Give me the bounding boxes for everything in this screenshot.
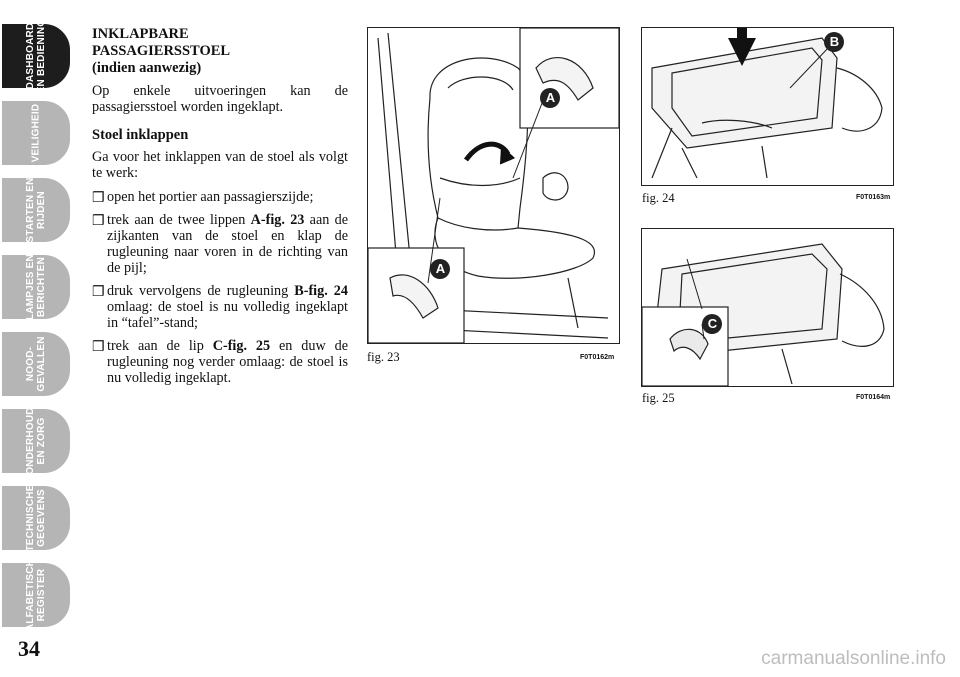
figure-25-caption: fig. 25 — [642, 391, 675, 405]
step-text: druk vervolgens de rugleuning — [107, 283, 295, 299]
footer-watermark: carmanualsonline.info — [761, 648, 946, 669]
tab-label-line1: VEILIGHEID — [30, 103, 42, 163]
figure-24-code: F0T0163m — [856, 194, 891, 201]
figure-reference: C-fig. 25 — [212, 338, 271, 354]
callout-a-top: A — [545, 90, 556, 105]
step-4 — [92, 338, 348, 386]
tab-technische-gegevens[interactable] — [0, 484, 72, 552]
tab-label-line2: EN ZORG — [36, 417, 47, 465]
tab-label-line1: ONDERHOUD — [25, 407, 36, 475]
figure-23-seat-illustration — [367, 27, 620, 344]
figure-24-caption: fig. 24 — [642, 191, 675, 205]
step-1 — [92, 189, 348, 205]
tab-dashboard-en-bediening[interactable] — [0, 18, 72, 94]
tab-label-line1: TECHNISCHE — [25, 484, 36, 552]
checkbox-bullet-icon: ❒ — [92, 339, 105, 355]
tab-onderhoud-en-zorg[interactable] — [0, 407, 72, 475]
step-2 — [92, 212, 348, 276]
figure-reference: B-fig. 24 — [294, 283, 348, 299]
seat-drawing — [642, 229, 893, 386]
intro-paragraph: Op enkele uitvoeringen kan de passagiersstoel worden ingeklapt. — [92, 83, 348, 115]
callout-b: B — [829, 34, 840, 49]
step-3 — [92, 283, 348, 331]
tab-label-line2: GEVALLEN — [36, 336, 47, 392]
tab-label-line2: GEGEVENS — [36, 489, 47, 547]
tab-starten-en-rijden[interactable] — [0, 176, 72, 244]
seat-drawing — [368, 28, 619, 343]
text-column — [92, 26, 348, 393]
heading-line-1: INKLAPBARE — [92, 26, 189, 42]
figure-23-caption: fig. 23 — [367, 350, 400, 364]
tab-alfabetisch-register[interactable] — [0, 558, 72, 632]
step-text: omlaag: de stoel is nu volledig ingeklapt in “tafel”-stand; — [107, 299, 348, 331]
tab-veiligheid[interactable] — [0, 99, 72, 167]
section-heading — [92, 26, 348, 77]
tab-label-line2: EN BEDIENING — [36, 18, 47, 94]
tab-label-line1: ALFABETISCH — [25, 558, 36, 632]
step-text: open het portier aan passagierszijde; — [107, 189, 314, 205]
tab-label-line1: LAMPJES EN — [25, 254, 36, 320]
tab-label-line1: DASHBOARD — [25, 22, 36, 90]
checkbox-bullet-icon: ❒ — [92, 284, 105, 300]
page-number: 34 — [18, 636, 40, 661]
figure-reference: A-fig. 23 — [250, 212, 305, 228]
tab-label-line2: BERICHTEN — [36, 256, 47, 318]
checkbox-bullet-icon: ❒ — [92, 213, 105, 229]
step-text: en duw de rugleuning nog verder omlaag: de stoel is nu volledig ingeklapt. — [107, 338, 349, 386]
callout-a-bottom: A — [435, 261, 446, 276]
tab-lampjes-en-berichten[interactable] — [0, 253, 72, 321]
seat-drawing — [642, 28, 893, 185]
figure-25-code: F0T0164m — [856, 394, 891, 401]
callout-c: C — [707, 316, 718, 331]
step-text: aan de zijkanten van de stoel en klap de rugleuning naar voren in de richting van de pijl; — [107, 212, 348, 276]
tab-label-line1: NOOD- — [25, 346, 36, 382]
figure-23-code: F0T0162m — [580, 354, 615, 361]
step-text: trek aan de lip — [107, 338, 213, 354]
tab-label-line2: RIJDEN — [36, 191, 47, 229]
figure-25-seat-illustration — [641, 228, 894, 387]
tab-noodgevallen[interactable] — [0, 330, 72, 398]
heading-line-3: (indien aanwezig) — [92, 60, 202, 76]
figure-24-seat-illustration — [641, 27, 894, 186]
tab-label-line2: REGISTER — [36, 568, 47, 622]
checkbox-bullet-icon: ❒ — [92, 190, 105, 206]
step-text: trek aan de twee lippen — [107, 212, 251, 228]
heading-line-2: PASSAGIERSSTOEL — [92, 43, 231, 59]
subheading: Stoel inklappen — [92, 127, 189, 143]
subintro-paragraph: Ga voor het inklappen van de stoel als volgt te werk: — [92, 149, 348, 181]
tab-label-line1: STARTEN EN — [25, 177, 36, 243]
